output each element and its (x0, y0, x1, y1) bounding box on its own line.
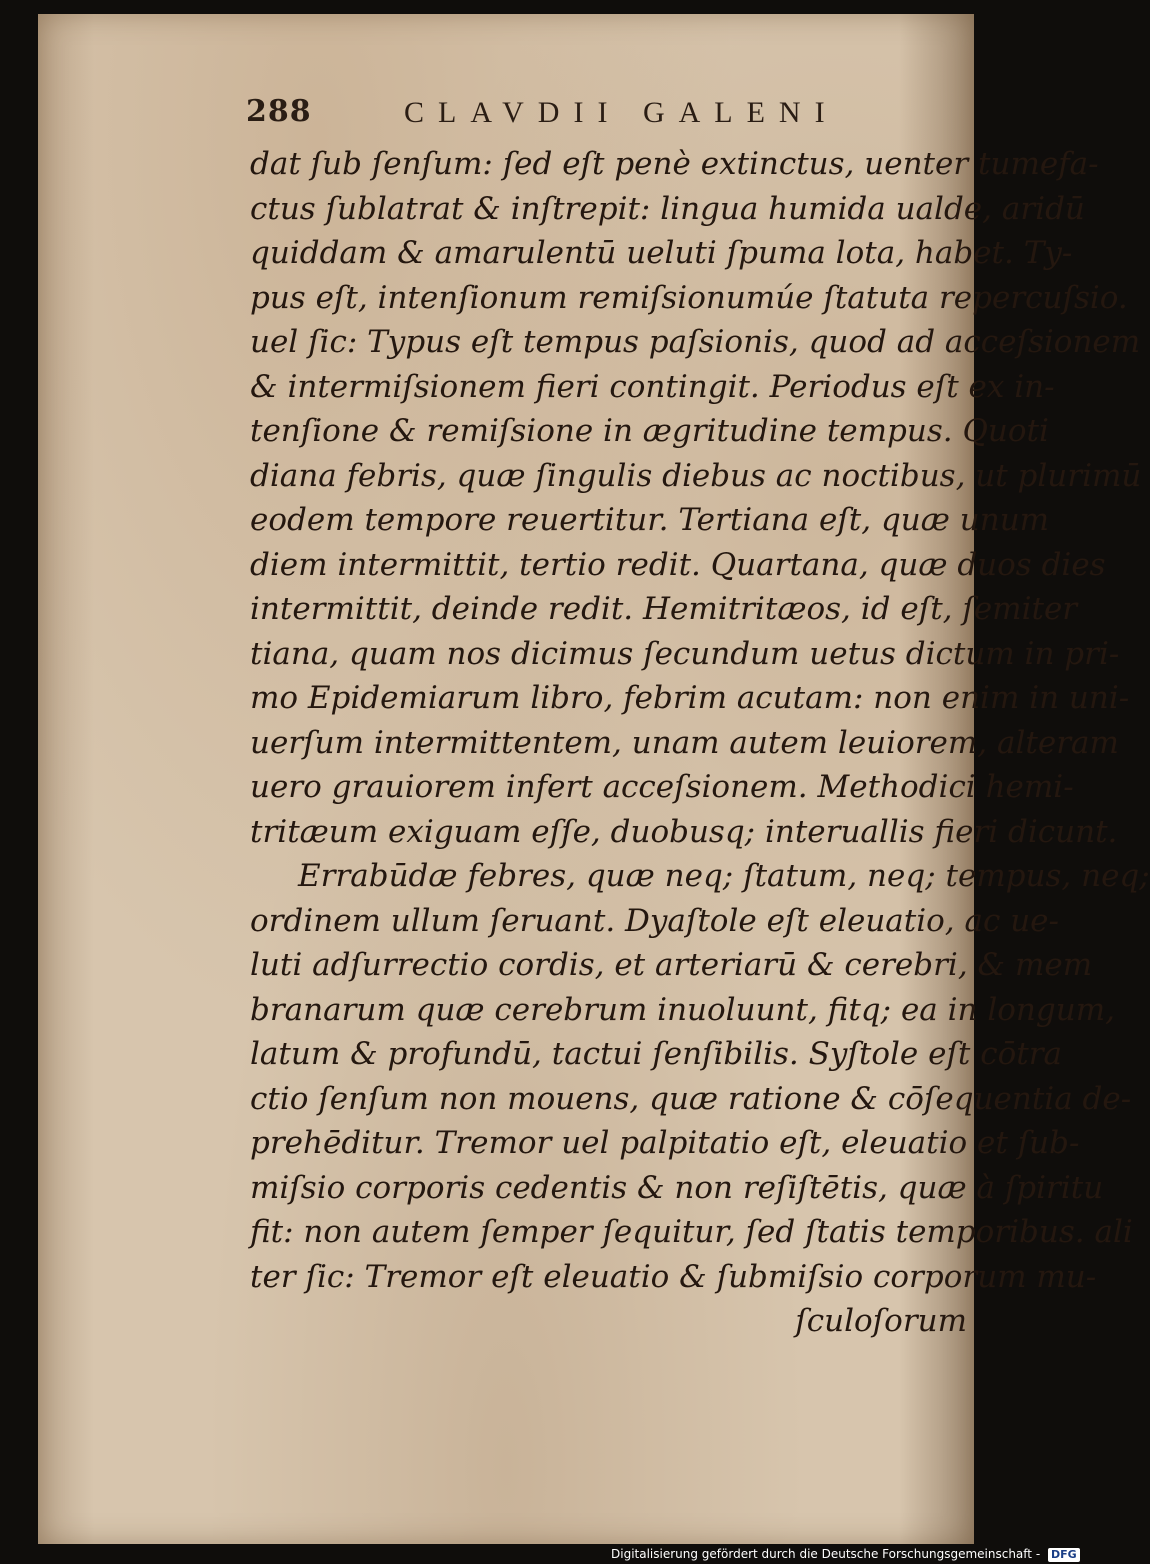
text-line: latum & profundū, tactui ſenſibilis. Syſtole eſt cōtra (250, 1036, 1063, 1072)
credit-text: Digitalisierung gefördert durch die Deutsche Forschungsgemeinschaft - (611, 1547, 1041, 1561)
text-line: diana febris, quæ ſingulis diebus ac noctibus, ut plurimū (250, 457, 1142, 494)
text-line: eodem tempore reuertitur. Tertiana eſt, quæ unum (250, 502, 1050, 538)
text-line: uerſum intermittentem, unam autem leuiorem, alteram (250, 724, 1119, 761)
page-header (246, 94, 886, 134)
text-line: tenſione & remiſsione in ægritudine tempus. Quoti (250, 413, 1049, 449)
text-line: branarum quæ cerebrum inuoluunt, fitq; ea in longum, (250, 991, 1115, 1028)
page-number: 288 (246, 94, 312, 129)
book-page (38, 14, 1150, 1544)
text-line: prehēditur. Tremor uel palpitatio eſt, eleuatio et ſub- (250, 1125, 1080, 1161)
text-line: diem intermittit, tertio redit. Quartana, quæ duos dies (250, 546, 1106, 583)
text-line: tritæum exiguam eſſe, duobusq; interuallis fieri dicunt. (250, 813, 1118, 850)
text-line: & intermiſsionem fieri contingit. Periodus eſt ex in- (250, 368, 1055, 405)
text-line: mo Epidemiarum libro, febrim acutam: non enim in uni- (250, 680, 1130, 716)
dfg-logo: DFG (1048, 1548, 1080, 1562)
text-line: ctus ſublatrat & inſtrepit: lingua humida ualde, aridū (250, 190, 1085, 227)
text-line: ter ſic: Tremor eſt eleuatio & ſubmiſsio corporum mu- (250, 1258, 1097, 1295)
text-line: miſsio corporis cedentis & non reſiſtētis, quæ à ſpiritu (250, 1169, 1104, 1206)
text-line: quiddam & amarulentū ueluti ſpuma lota, habet. Ty- (250, 235, 1073, 271)
text-line: uel ſic: Typus eſt tempus paſsionis, quod ad acceſsionem (250, 324, 1141, 360)
running-head: CLAVDII GALENI (404, 96, 839, 129)
catchword: ſculoſorum (795, 1303, 967, 1339)
digitization-credit (611, 1545, 1080, 1563)
text-line: intermittit, deinde redit. Hemitritæos, id eſt, ſemiter (250, 591, 1078, 627)
text-line: fit: non autem ſemper ſequitur, ſed ſtatis temporibus. ali (250, 1214, 1133, 1250)
text-line: pus eſt, intenſionum remiſsionumúe ſtatuta repercuſsio. (250, 279, 1128, 316)
text-line: dat ſub ſenſum: ſed eſt penè extinctus, uenter tumefa- (250, 146, 1099, 182)
text-line: uero grauiorem infert acceſsionem. Methodici hemi- (250, 769, 1074, 805)
text-line: ctio ſenſum non mouens, quæ ratione & cōſequentia de- (250, 1080, 1132, 1117)
text-line: ordinem ullum ſeruant. Dyaſtole eſt eleuatio, ac ue- (250, 902, 1059, 939)
text-line: tiana, quam nos dicimus ſecundum uetus dictum in pri- (250, 635, 1120, 672)
text-line: luti adſurrectio cordis, et arteriarū & cerebri, & mem (250, 947, 1093, 983)
text-line: Errabūdæ febres, quæ neq; ſtatum, neq; tempus, neq; (298, 858, 1150, 894)
body-text (250, 142, 1150, 1344)
